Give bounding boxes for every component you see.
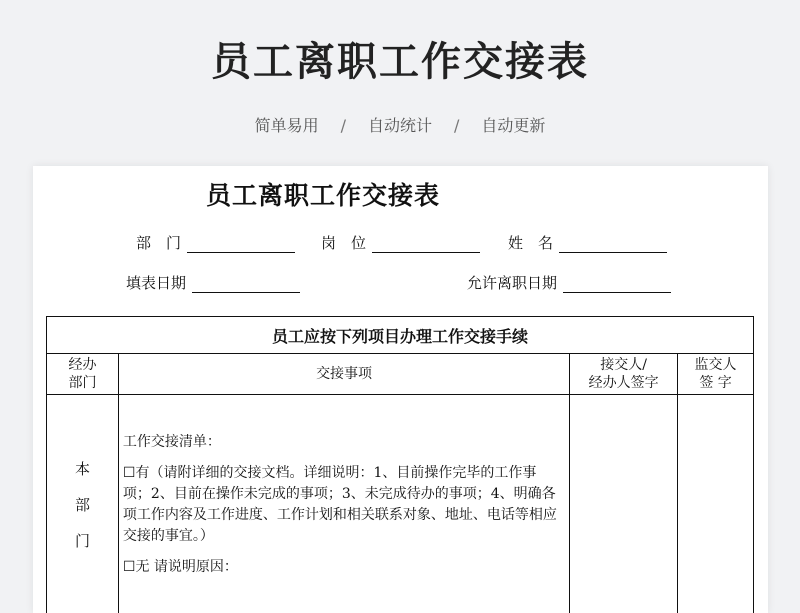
department-label: 部 门 xyxy=(136,234,182,252)
separator: / xyxy=(340,116,346,135)
separator: / xyxy=(454,116,460,135)
fill-date-label: 填表日期 xyxy=(126,274,187,292)
col-header-items: 交接事项 xyxy=(118,354,569,395)
name-input-line[interactable] xyxy=(559,236,667,253)
page-title: 员工离职工作交接表 xyxy=(211,39,589,85)
approve-date-label: 允许离职日期 xyxy=(467,274,558,292)
tag-easy: 简单易用 xyxy=(254,116,319,135)
col-header-supervisor xyxy=(678,354,754,395)
col-header-receiver xyxy=(570,354,678,395)
department-input-line[interactable] xyxy=(187,236,295,253)
form-sheet xyxy=(33,166,768,613)
items-cell[interactable] xyxy=(118,395,569,613)
dept-char: 门 xyxy=(74,532,90,550)
receiver-signature-cell[interactable] xyxy=(570,395,678,613)
col-header-receiver-line1: 接交人/ xyxy=(600,357,648,373)
dept-cell xyxy=(47,395,119,613)
feature-tags xyxy=(0,113,800,136)
fill-date-field[interactable] xyxy=(126,272,300,293)
fill-date-input-line[interactable] xyxy=(192,276,300,293)
department-field[interactable] xyxy=(136,232,295,253)
position-input-line[interactable] xyxy=(372,236,480,253)
table-row xyxy=(47,395,754,613)
tag-auto-update: 自动更新 xyxy=(481,116,546,135)
col-header-dept-line1: 经办 xyxy=(68,357,97,373)
approve-date-field[interactable] xyxy=(467,272,671,293)
approve-date-input-line[interactable] xyxy=(563,276,671,293)
name-label: 姓 名 xyxy=(508,234,554,252)
col-header-receiver-line2: 经办人签字 xyxy=(588,375,659,391)
position-label: 岗 位 xyxy=(321,234,367,252)
option-no[interactable]: ☐无 请说明原因： xyxy=(122,559,238,575)
dept-char: 部 xyxy=(74,496,90,514)
option-yes[interactable]: ☐有（请附详细的交接文档。详细说明：1、目前操作完毕的工作事项；2、目前在操作未完成的事项；3、未完成待办的事项；4、明确各项工作内容及工作进度、工作计划和相关联系对象、地址、电话等相应交接的事宜。） xyxy=(122,465,557,544)
col-header-supervisor-line1: 监交人 xyxy=(694,357,737,373)
col-header-dept-line2: 部门 xyxy=(68,375,97,391)
form-title: 员工离职工作交接表 xyxy=(206,181,441,210)
dept-char: 本 xyxy=(74,460,90,478)
list-title: 工作交接清单： xyxy=(122,434,221,450)
table-header: 员工应按下列项目办理工作交接手续 xyxy=(47,317,754,354)
col-header-supervisor-line2: 签 字 xyxy=(699,375,732,391)
tag-auto-stat: 自动统计 xyxy=(367,116,432,135)
position-field[interactable] xyxy=(321,232,480,253)
supervisor-signature-cell[interactable] xyxy=(678,395,754,613)
col-header-dept xyxy=(47,354,119,395)
handover-table xyxy=(46,316,754,613)
name-field[interactable] xyxy=(508,232,667,253)
